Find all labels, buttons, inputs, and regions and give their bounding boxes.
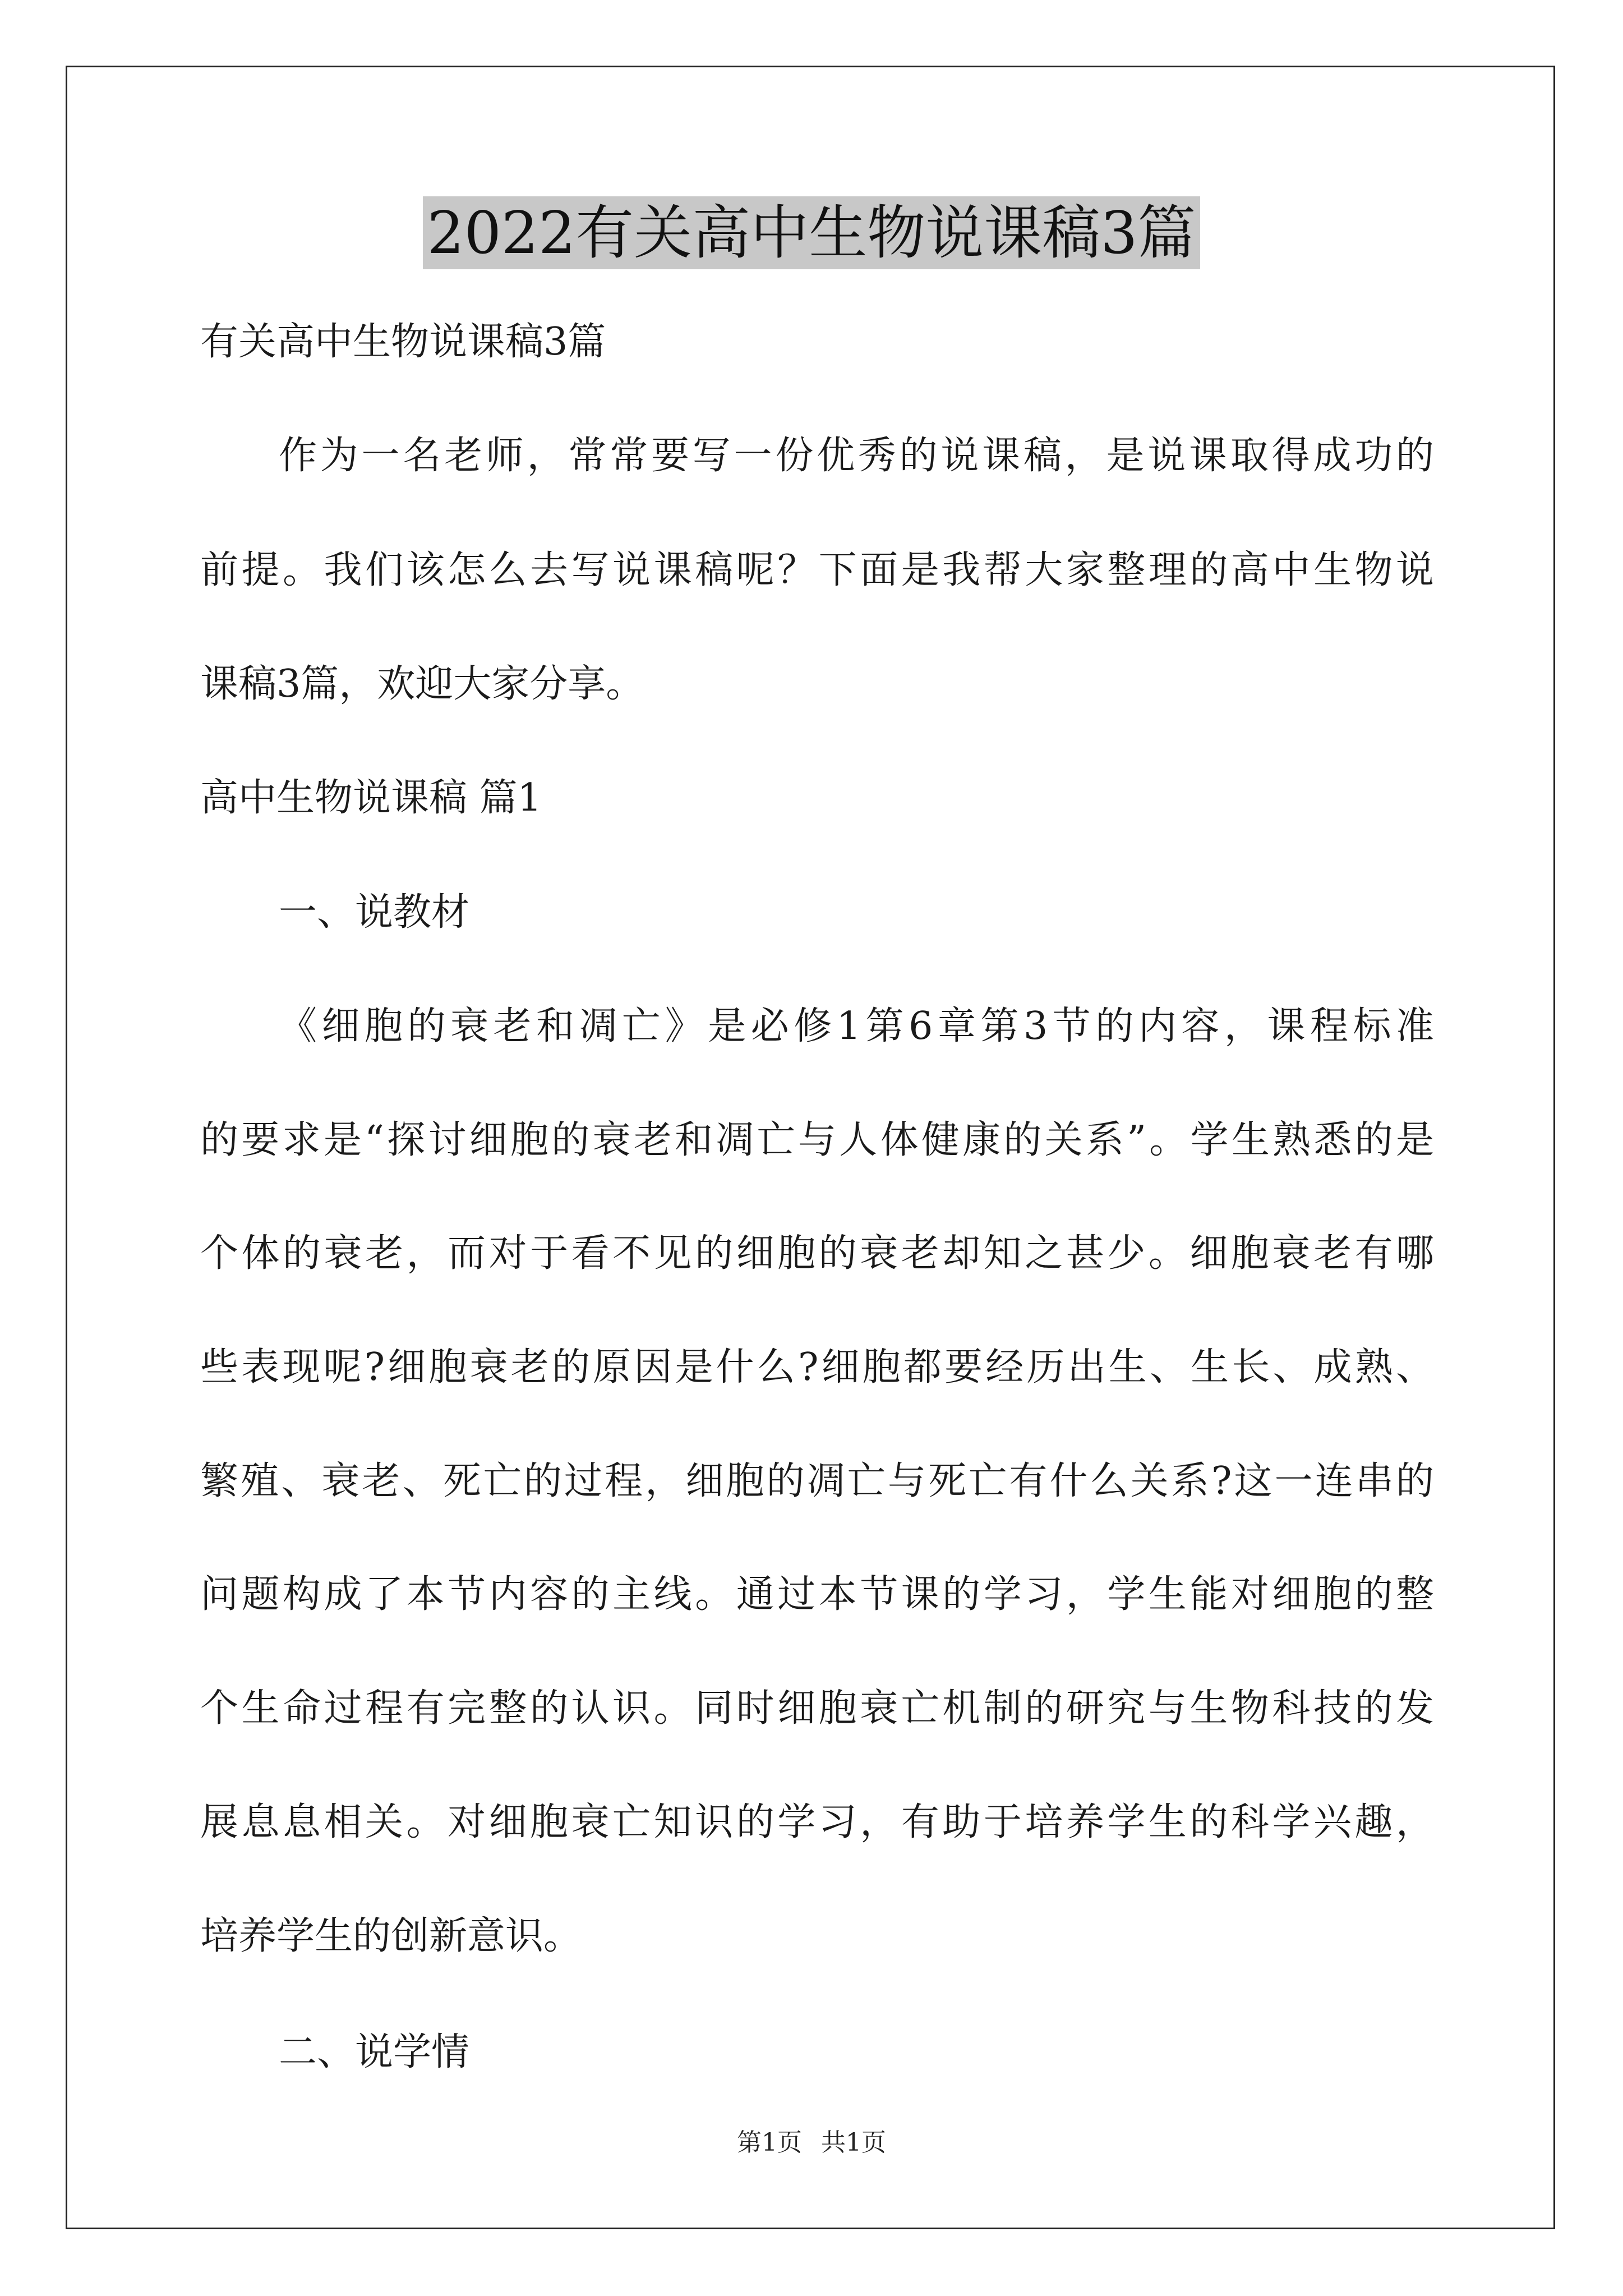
intro-line-2: 前提。我们该怎么去写说课稿呢？下面是我帮大家整理的高中生物说 [200, 548, 1434, 592]
document-title [0, 196, 1623, 269]
section-title: 高中生物说课稿 篇1 [200, 776, 542, 820]
document-title-text: 2022有关高中生物说课稿3篇 [423, 196, 1201, 269]
body-line-8: 展息息相关。对细胞衰亡知识的学习，有助于培养学生的科学兴趣， [200, 1800, 1434, 1844]
body-line-4: 些表现呢?细胞衰老的原因是什么?细胞都要经历出生、生长、成熟、 [200, 1345, 1434, 1389]
intro-line-3: 课稿3篇，欢迎大家分享。 [200, 662, 644, 706]
heading-teaching-material: 一、说教材 [279, 890, 470, 935]
page-total: 共1页 [821, 2128, 886, 2157]
body-line-3: 个体的衰老，而对于看不见的细胞的衰老却知之甚少。细胞衰老有哪 [200, 1231, 1434, 1276]
body-line-7: 个生命过程有完整的认识。同时细胞衰亡机制的研究与生物科技的发 [200, 1686, 1434, 1731]
body-line-5: 繁殖、衰老、死亡的过程，细胞的凋亡与死亡有什么关系?这一连串的 [200, 1459, 1434, 1503]
document-subtitle: 有关高中生物说课稿3篇 [200, 320, 606, 364]
heading-student-analysis: 二、说学情 [279, 2030, 470, 2074]
body-line-2: 的要求是“探讨细胞的衰老和凋亡与人体健康的关系”。学生熟悉的是 [200, 1118, 1434, 1162]
body-line-1: 《细胞的衰老和凋亡》是必修1第6章第3节的内容，课程标准 [279, 1004, 1434, 1048]
intro-line-1: 作为一名老师，常常要写一份优秀的说课稿，是说课取得成功的 [279, 434, 1434, 478]
page-footer [0, 2126, 1623, 2160]
page-number: 第1页 [737, 2128, 802, 2157]
body-line-9: 培养学生的创新意识。 [200, 1914, 582, 1958]
body-line-6: 问题构成了本节内容的主线。通过本节课的学习，学生能对细胞的整 [200, 1572, 1434, 1617]
